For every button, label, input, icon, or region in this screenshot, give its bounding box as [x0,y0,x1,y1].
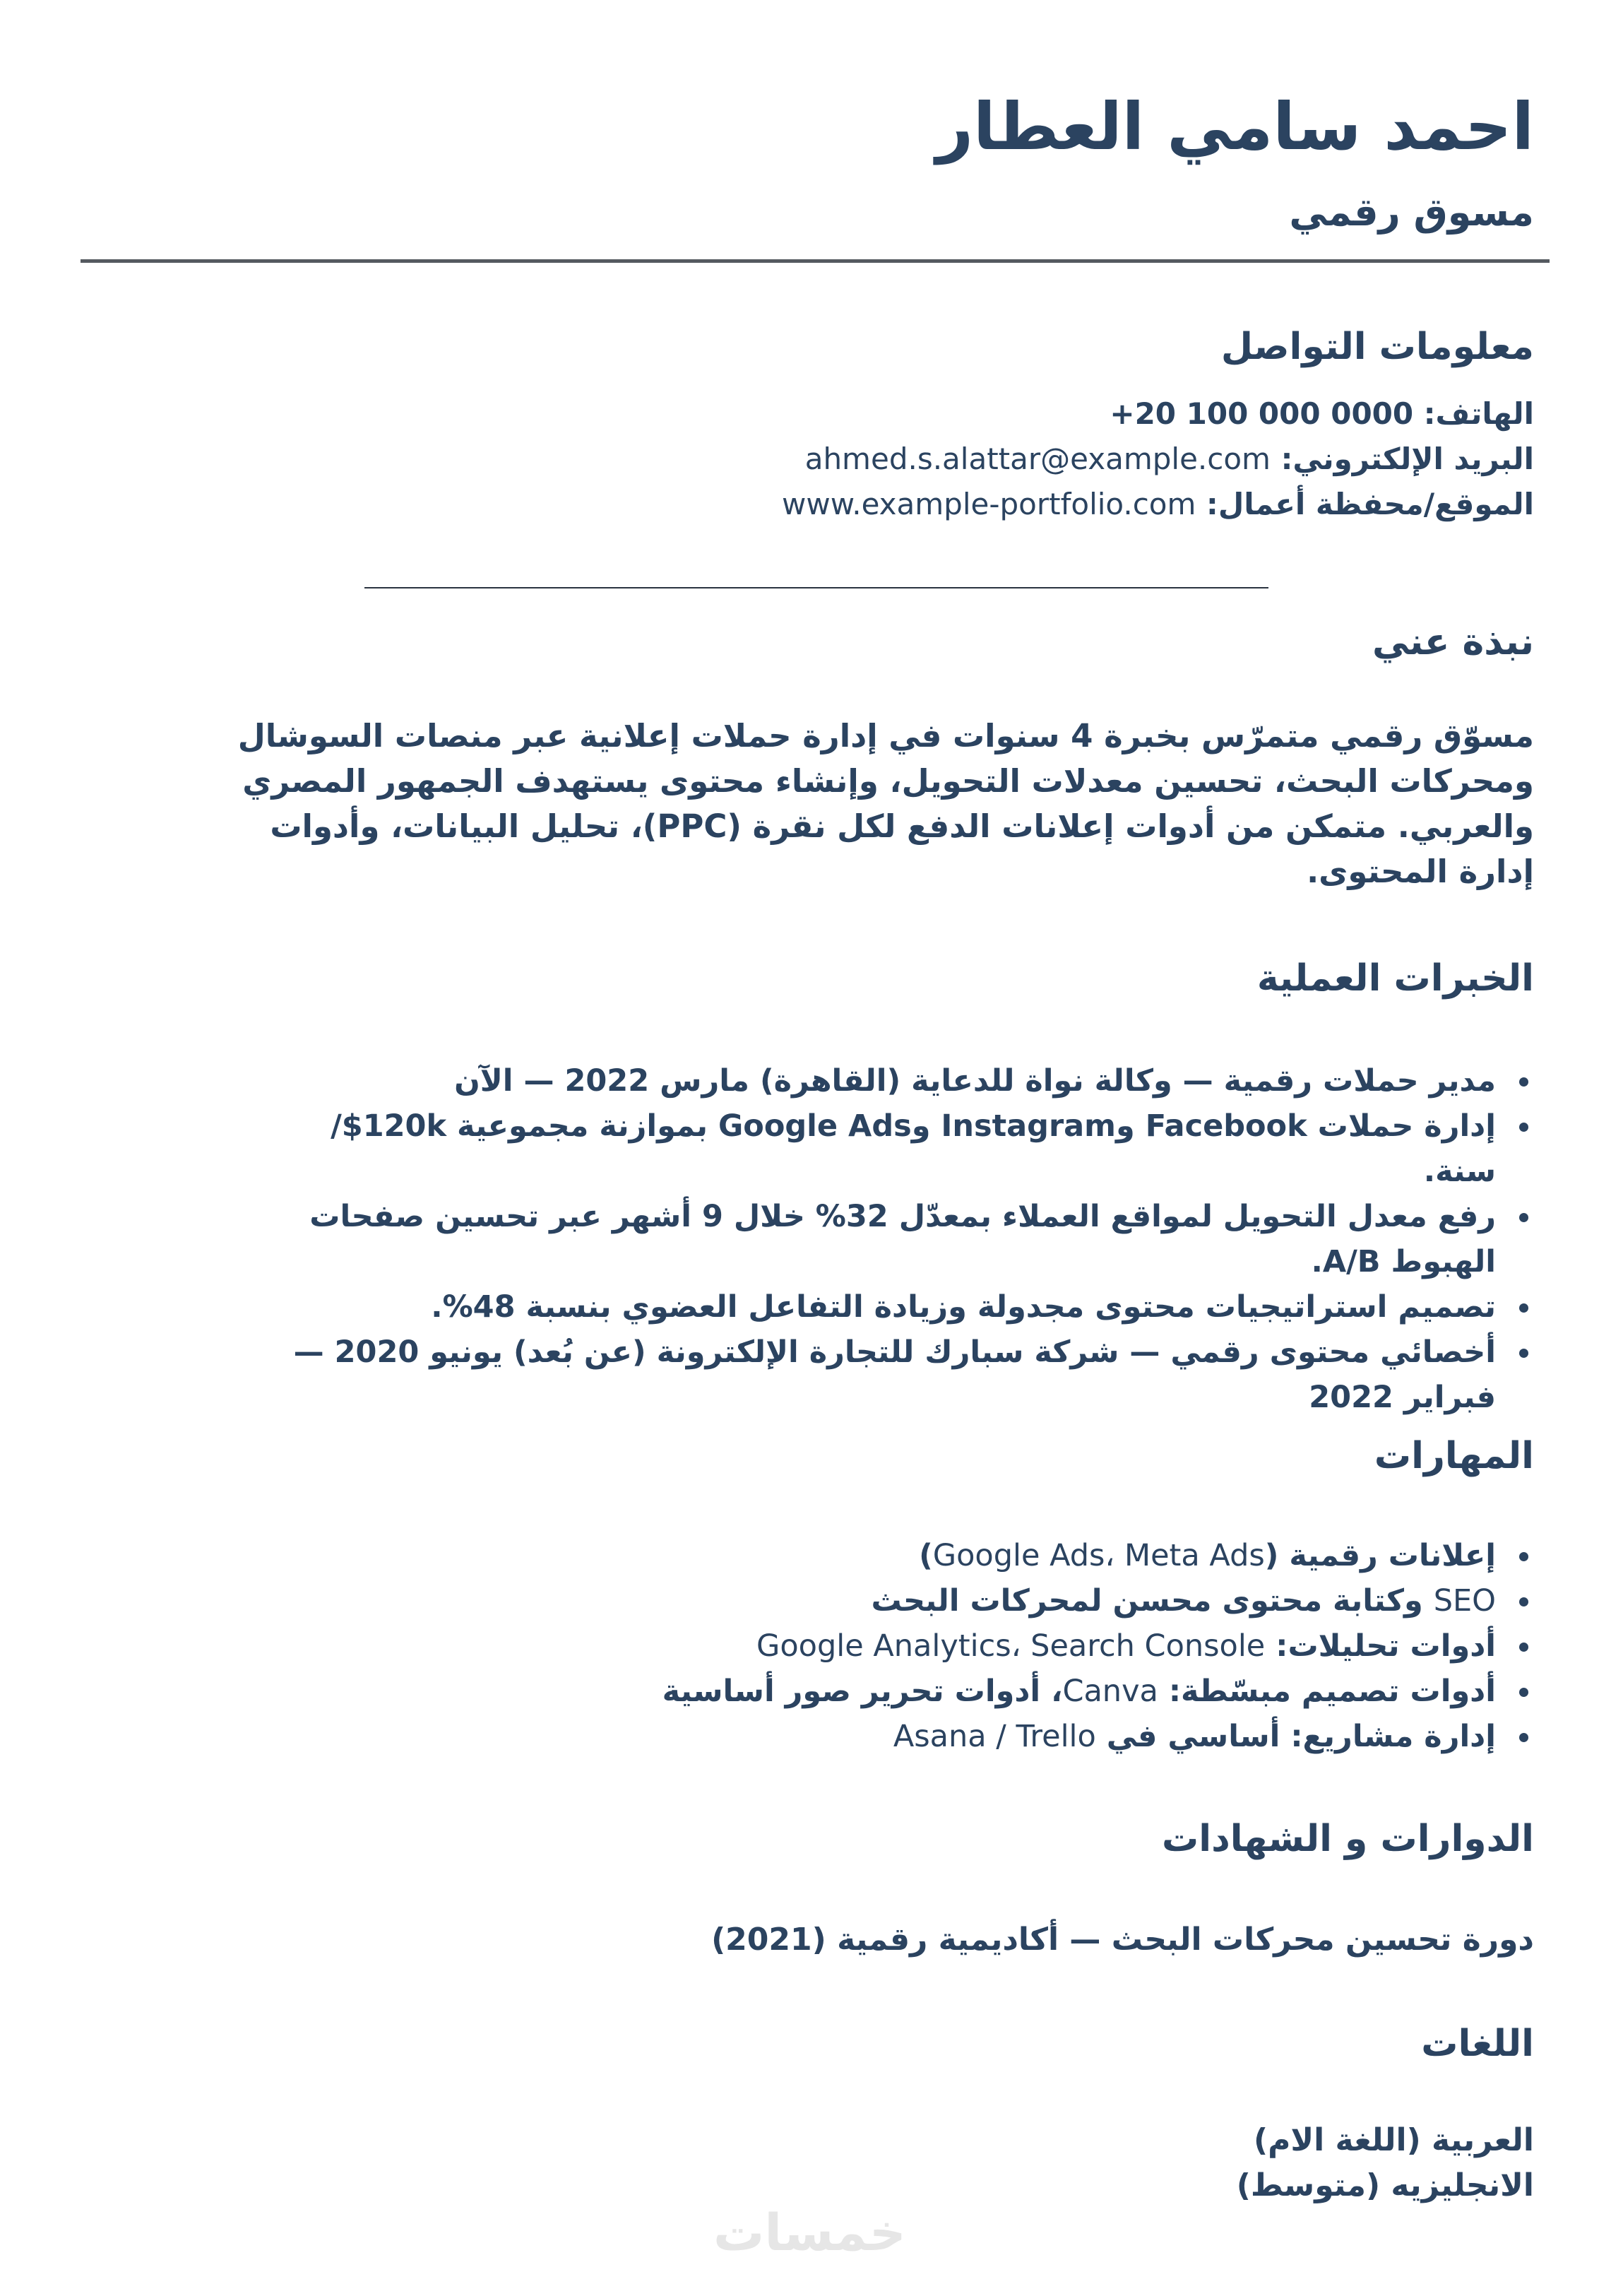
list-item: أدوات تحليلات: Google Analytics، Search Console [291,1623,1534,1669]
person-name: احمد سامي العطار [936,89,1534,165]
watermark-logo: خمسات [713,2203,906,2262]
courses-heading: الدوارات و الشهادات [1162,1818,1534,1860]
skills-list [291,1533,1534,1759]
contact-phone [1110,391,1534,437]
list-item: رفع معدل التحويل لمواقع العملاء بمعدّل 32% خلال 9 أشهر عبر تحسين صفحات الهبوط A/B. [291,1194,1534,1284]
list-item: أخصائي محتوى رقمي — شركة سبارك للتجارة الإلكترونة (عن بُعد) يونيو 2020 — فبراير 2022 [291,1330,1534,1420]
list-item: تصميم استراتيجيات محتوى مجدولة وزيادة التفاعل العضوي بنسبة 48%. [291,1284,1534,1330]
contact-heading: معلومات التواصل [1220,326,1534,368]
experience-heading: الخبرات العملية [1256,957,1534,1000]
course-item: دورة تحسين محركات البحث — أكاديمية رقمية (2021) [711,1922,1534,1958]
skills-heading: المهارات [1374,1435,1534,1477]
about-heading: نبذة عني [1372,621,1534,663]
job-title: مسوق رقمي [1289,190,1534,235]
list-item: مدير حملات رقمية — وكالة نواة للدعاية (القاهرة) مارس 2022 — الآن [291,1058,1534,1103]
list-item: أدوات تصميم مبسّطة: Canva، أدوات تحرير صور أساسية [291,1669,1534,1714]
experience-list [291,1058,1534,1420]
email-link[interactable]: ahmed.s.alattar@example.com [804,442,1271,476]
language-item: الانجليزيه (متوسط) [1236,2167,1534,2203]
list-item: SEO وكتابة محتوى محسن لمحركات البحث [291,1578,1534,1623]
about-text: مسوّق رقمي متمرّس بخبرة 4 سنوات في إدارة حملات إعلانية عبر منصات السوشال ومحركات البحث، تحسين معدلات التحويل، وإنشاء محتوى يستهدف الجمهور المصري والعربي. متمكن من أدوات إعلانات الدفع لكل نقرة (PPC)، تحليل البيانات، وأدوات إدارة المحتوى. [237,717,1534,890]
list-item: إدارة حملات Facebook وInstagram وGoogle Ads بموازنة مجموعية 120k$/سنة. [291,1103,1534,1194]
website-label: الموقع/محفظة أعمال: [1206,487,1534,521]
section-divider [364,587,1268,588]
email-label: البريد الإلكتروني: [1280,442,1534,476]
website-link[interactable]: www.example-portfolio.com [782,487,1196,521]
contact-website [782,482,1534,527]
list-item: إعلانات رقمية (Google Ads، Meta Ads) [291,1533,1534,1578]
language-item: العربية (اللغة الام) [1253,2122,1534,2158]
header-divider [81,259,1550,263]
phone-label: الهاتف: [1423,396,1534,431]
contact-email [805,437,1534,482]
list-item: إدارة مشاريع: أساسي في Asana / Trello [291,1714,1534,1759]
languages-heading: اللغات [1421,2023,1534,2065]
phone-value[interactable]: +20 100 000 0000 [1110,396,1414,431]
